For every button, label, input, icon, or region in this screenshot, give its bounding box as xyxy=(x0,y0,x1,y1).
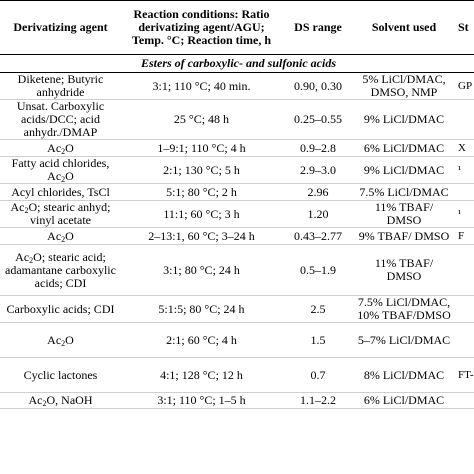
cell-solvent-used: 6% LiCl/DMAC xyxy=(354,393,454,409)
cell-solvent-used: 5–7% LiCl/DMAC xyxy=(354,323,454,358)
cell-solvent-used: 9% LiCl/DMAC xyxy=(354,157,454,184)
cell-derivatizing-agent: Carboxylic acids; CDI xyxy=(0,296,121,323)
cell-ds-range: 0.43–2.77 xyxy=(282,228,354,245)
cell-ds-range: 0.7 xyxy=(282,358,354,393)
cell-derivatizing-agent: Acyl chlorides, TsCl xyxy=(0,184,121,201)
cell-reference: ¹ xyxy=(454,201,474,228)
header-derivatizing-agent: Derivatizing agent xyxy=(0,1,121,55)
cell-reaction-conditions: 4:1; 128 °C; 12 h xyxy=(121,358,282,393)
cell-reference xyxy=(454,100,474,140)
cell-ds-range: 1.1–2.2 xyxy=(282,393,354,409)
table-row xyxy=(0,100,474,140)
header-ds-range: DS range xyxy=(282,1,354,55)
cell-reference xyxy=(454,393,474,409)
cell-derivatizing-agent: Diketene; Butyric anhydride xyxy=(0,73,121,100)
table-row xyxy=(0,245,474,296)
cell-reaction-conditions: 2:1; 60 °C; 4 h xyxy=(121,323,282,358)
header-solvent-used: Solvent used xyxy=(354,1,454,55)
cell-reference: X xyxy=(454,140,474,157)
cell-ds-range: 2.9–3.0 xyxy=(282,157,354,184)
cell-ds-range: 2.5 xyxy=(282,296,354,323)
cell-reference xyxy=(454,184,474,201)
cell-ds-range: 1.20 xyxy=(282,201,354,228)
cell-reaction-conditions: 3:1; 80 °C; 24 h xyxy=(121,245,282,296)
cell-reference xyxy=(454,245,474,296)
cell-reference: GP xyxy=(454,73,474,100)
table-row xyxy=(0,73,474,100)
cell-derivatizing-agent: $Ac_2O$; stearic acid; adamantane carboxylic acids; CDI xyxy=(0,245,121,296)
cell-solvent-used: 7.5% LiCl/DMAC xyxy=(354,184,454,201)
cell-ds-range: 0.5–1.9 xyxy=(282,245,354,296)
cell-solvent-used: 9% TBAF/ DMSO xyxy=(354,228,454,245)
section-row xyxy=(0,55,474,73)
cell-derivatizing-agent: $Ac_2O$; stearic anhyd; vinyl acetate xyxy=(0,201,121,228)
cell-derivatizing-agent: $Ac_2O$, NaOH xyxy=(0,393,121,409)
cell-solvent-used: 11% TBAF/ DMSO xyxy=(354,245,454,296)
cell-reaction-conditions: 3:1; 110 °C; 40 min. xyxy=(121,73,282,100)
cell-ds-range: 0.90, 0.30 xyxy=(282,73,354,100)
table-row xyxy=(0,358,474,393)
cell-derivatizing-agent: $Ac_2O$ xyxy=(0,228,121,245)
cell-derivatizing-agent: $Ac_2O$ xyxy=(0,323,121,358)
cell-reference: ¹ xyxy=(454,157,474,184)
cell-solvent-used: 6% LiCl/DMAC xyxy=(354,140,454,157)
cell-solvent-used: 5% LiCl/DMAC, DMSO, NMP xyxy=(354,73,454,100)
table-row xyxy=(0,296,474,323)
header-reference: St xyxy=(454,1,474,55)
cell-solvent-used: 8% LiCl/DMAC xyxy=(354,358,454,393)
header-reaction-conditions: Reaction conditions: Ratio derivatizing agent/AGU; Temp. °C; Reaction time, h xyxy=(121,1,282,55)
cell-ds-range: 1.5 xyxy=(282,323,354,358)
cell-ds-range: 0.9–2.8 xyxy=(282,140,354,157)
cell-reaction-conditions: 5:1; 80 °C; 2 h xyxy=(121,184,282,201)
cell-reaction-conditions: 2:1; 130 °C; 5 h xyxy=(121,157,282,184)
cell-reference xyxy=(454,323,474,358)
cell-solvent-used: 9% LiCl/DMAC xyxy=(354,100,454,140)
cell-derivatizing-agent: Unsat. Carboxylic acids/DCC; acid anhydr./DMAP xyxy=(0,100,121,140)
cell-reference: F xyxy=(454,228,474,245)
table-row xyxy=(0,157,474,184)
table-row xyxy=(0,393,474,409)
table-row xyxy=(0,140,474,157)
cell-reaction-conditions: 2–13:1, 60 °C; 3–24 h xyxy=(121,228,282,245)
cell-reference xyxy=(454,296,474,323)
table-row xyxy=(0,228,474,245)
cell-reaction-conditions: 25 °C; 48 h xyxy=(121,100,282,140)
cell-reaction-conditions: 5:1:5; 80 °C; 24 h xyxy=(121,296,282,323)
cell-reference: FT- xyxy=(454,358,474,393)
table-row xyxy=(0,184,474,201)
cell-derivatizing-agent: $Ac_2O$ xyxy=(0,140,121,157)
cell-ds-range: 0.25–0.55 xyxy=(282,100,354,140)
cell-reaction-conditions: 11:1; 60 °C; 3 h xyxy=(121,201,282,228)
cell-derivatizing-agent: Fatty acid chlorides, $Ac_2O$ xyxy=(0,157,121,184)
cell-solvent-used: 7.5% LiCl/DMAC, 10% TBAF/DMSO xyxy=(354,296,454,323)
cell-ds-range: 2.96 xyxy=(282,184,354,201)
cell-reaction-conditions: 1–9:1; 110 °C; 4 h xyxy=(121,140,282,157)
cell-derivatizing-agent: Cyclic lactones xyxy=(0,358,121,393)
cell-solvent-used: 11% TBAF/ DMSO xyxy=(354,201,454,228)
header-row xyxy=(0,1,474,55)
cell-reaction-conditions: 3:1; 110 °C; 1–5 h xyxy=(121,393,282,409)
table-row xyxy=(0,323,474,358)
table-row xyxy=(0,201,474,228)
section-title: Esters of carboxylic- and sulfonic acids xyxy=(0,55,474,73)
